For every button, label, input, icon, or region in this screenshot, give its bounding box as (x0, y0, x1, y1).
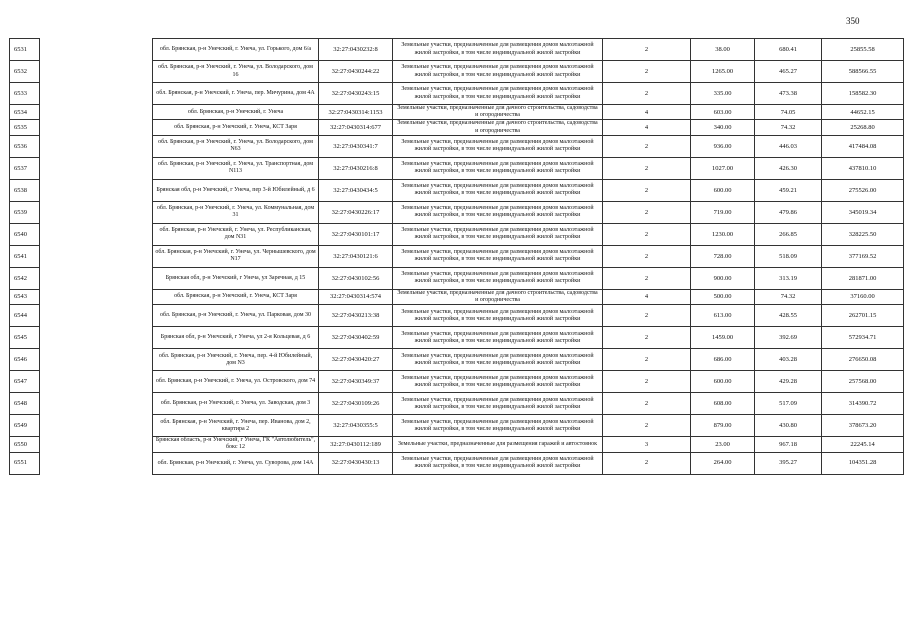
group-cell: 2 (603, 305, 691, 327)
table-row (10, 371, 904, 393)
group-cell: 2 (603, 61, 691, 83)
specific-value-cell: 403.28 (755, 349, 822, 371)
blank-cell (40, 120, 153, 135)
cadastral-value-cell: 158582.30 (822, 83, 904, 105)
row-number: 6535 (10, 120, 40, 135)
area-cell: 23.00 (691, 437, 755, 452)
specific-value-cell: 967.18 (755, 437, 822, 452)
table-row (10, 105, 904, 120)
cadastral-value-cell: 417484.08 (822, 135, 904, 157)
land-use-cell: Земельные участки, предназначенные для размещения домов малоэтажной жилой застройки, в том числе индивидуальной жилой застройки (393, 39, 603, 61)
group-cell: 4 (603, 105, 691, 120)
blank-cell (40, 371, 153, 393)
blank-cell (40, 39, 153, 61)
address-cell: Брянская обл, р-н Унечский, г Унеча, пер 3-й Юбилейный, д 6 (153, 179, 319, 201)
cadastral-number-cell: 32:27:0430102:56 (319, 267, 393, 289)
address-cell: обл. Брянская, р-н Унечский, г. Унеча, ул. Коммунальная, дом 31 (153, 201, 319, 223)
cadastral-number-cell: 32:27:0430355:5 (319, 415, 393, 437)
cadastral-value-cell: 262701.15 (822, 305, 904, 327)
area-cell: 719.00 (691, 201, 755, 223)
land-use-cell: Земельные участки, предназначенные для размещения домов малоэтажной жилой застройки, в том числе индивидуальной жилой застройки (393, 349, 603, 371)
area-cell: 600.00 (691, 179, 755, 201)
group-cell: 2 (603, 327, 691, 349)
group-cell: 2 (603, 179, 691, 201)
cadastral-number-cell: 32:27:0430420:27 (319, 349, 393, 371)
specific-value-cell: 395.27 (755, 452, 822, 474)
cadastral-value-cell: 378673.20 (822, 415, 904, 437)
row-number: 6536 (10, 135, 40, 157)
blank-cell (40, 61, 153, 83)
land-use-cell: Земельные участки, предназначенные для размещения домов малоэтажной жилой застройки, в том числе индивидуальной жилой застройки (393, 201, 603, 223)
blank-cell (40, 157, 153, 179)
row-number: 6538 (10, 179, 40, 201)
cadastral-value-cell: 275526.00 (822, 179, 904, 201)
table-row (10, 179, 904, 201)
table-row (10, 223, 904, 245)
land-use-cell: Земельные участки, предназначенные для размещения домов малоэтажной жилой застройки, в том числе индивидуальной жилой застройки (393, 61, 603, 83)
group-cell: 2 (603, 83, 691, 105)
blank-cell (40, 83, 153, 105)
blank-cell (40, 105, 153, 120)
address-cell: обл. Брянская, р-н Унечский, г. Унеча, ул. Республиканская, дом N31 (153, 223, 319, 245)
specific-value-cell: 74.32 (755, 289, 822, 304)
table-row (10, 393, 904, 415)
cadastral-number-cell: 32:27:0430314:677 (319, 120, 393, 135)
area-cell: 603.00 (691, 105, 755, 120)
address-cell: обл. Брянская, р-н Унечский, г. Унеча, пер. Мичурина, дом 4А (153, 83, 319, 105)
land-use-cell: Земельные участки, предназначенные для размещения домов малоэтажной жилой застройки, в том числе индивидуальной жилой застройки (393, 179, 603, 201)
group-cell: 2 (603, 157, 691, 179)
area-cell: 1265.00 (691, 61, 755, 83)
area-cell: 900.00 (691, 267, 755, 289)
specific-value-cell: 428.55 (755, 305, 822, 327)
specific-value-cell: 446.03 (755, 135, 822, 157)
specific-value-cell: 430.80 (755, 415, 822, 437)
cadastral-value-cell: 377169.52 (822, 245, 904, 267)
row-number: 6532 (10, 61, 40, 83)
cadastral-value-cell: 104351.28 (822, 452, 904, 474)
row-number: 6540 (10, 223, 40, 245)
cadastral-value-cell: 257568.00 (822, 371, 904, 393)
address-cell: обл. Брянская, р-н Унечский, г. Унеча, ул. Чернышевского, дом N17 (153, 245, 319, 267)
row-number: 6534 (10, 105, 40, 120)
group-cell: 3 (603, 437, 691, 452)
address-cell: обл. Брянская, р-н Унечский, г. Унеча, ул. Володарского, дом 16 (153, 61, 319, 83)
cadastral-number-cell: 32:27:0430109:26 (319, 393, 393, 415)
cadastral-value-cell: 44652.15 (822, 105, 904, 120)
land-use-cell: Земельные участки, предназначенные для дачного строительства, садоводства и огородничества (393, 105, 603, 120)
address-cell: обл. Брянская, р-н Унечский, г. Унеча (153, 105, 319, 120)
blank-cell (40, 393, 153, 415)
address-cell: обл. Брянская, р-н Унечский, г. Унеча, ул. Транспортная, дом N113 (153, 157, 319, 179)
land-use-cell: Земельные участки, предназначенные для дачного строительства, садоводства и огородничества (393, 289, 603, 304)
specific-value-cell: 429.28 (755, 371, 822, 393)
group-cell: 2 (603, 135, 691, 157)
cadastral-value-cell: 37160.00 (822, 289, 904, 304)
row-number: 6548 (10, 393, 40, 415)
row-number: 6541 (10, 245, 40, 267)
group-cell: 2 (603, 267, 691, 289)
group-cell: 2 (603, 223, 691, 245)
group-cell: 2 (603, 201, 691, 223)
table-row (10, 415, 904, 437)
land-use-cell: Земельные участки, предназначенные для дачного строительства, садоводства и огородничества (393, 120, 603, 135)
group-cell: 2 (603, 245, 691, 267)
land-use-cell: Земельные участки, предназначенные для размещения домов малоэтажной жилой застройки, в том числе индивидуальной жилой застройки (393, 371, 603, 393)
area-cell: 1230.00 (691, 223, 755, 245)
row-number: 6533 (10, 83, 40, 105)
specific-value-cell: 518.09 (755, 245, 822, 267)
table-row (10, 267, 904, 289)
land-use-cell: Земельные участки, предназначенные для размещения домов малоэтажной жилой застройки, в том числе индивидуальной жилой застройки (393, 135, 603, 157)
blank-cell (40, 201, 153, 223)
table-row (10, 39, 904, 61)
blank-cell (40, 415, 153, 437)
blank-cell (40, 135, 153, 157)
address-cell: обл. Брянская, р-н Унечский, г. Унеча, КСТ Заря (153, 289, 319, 304)
cadastral-value-cell: 25855.58 (822, 39, 904, 61)
table-row (10, 305, 904, 327)
address-cell: Брянская обл, р-н Унечский, г Унеча, ул Заречная, д 15 (153, 267, 319, 289)
row-number: 6544 (10, 305, 40, 327)
address-cell: обл. Брянская, р-н Унечский, г. Унеча, ул. Парковая, дом 30 (153, 305, 319, 327)
land-use-cell: Земельные участки, предназначенные для размещения домов малоэтажной жилой застройки, в том числе индивидуальной жилой застройки (393, 223, 603, 245)
cadastral-value-cell: 572934.71 (822, 327, 904, 349)
row-number: 6542 (10, 267, 40, 289)
blank-cell (40, 437, 153, 452)
area-cell: 936.00 (691, 135, 755, 157)
cadastral-number-cell: 32:27:0430216:8 (319, 157, 393, 179)
area-cell: 340.00 (691, 120, 755, 135)
blank-cell (40, 289, 153, 304)
cadastral-number-cell: 32:27:0430314:574 (319, 289, 393, 304)
specific-value-cell: 266.85 (755, 223, 822, 245)
area-cell: 1027.00 (691, 157, 755, 179)
group-cell: 4 (603, 289, 691, 304)
address-cell: Брянская область, р-н Унечский, г Унеча, ГК "Автолюбитель", бокс 12 (153, 437, 319, 452)
cadastral-value-cell: 22245.14 (822, 437, 904, 452)
blank-cell (40, 452, 153, 474)
area-cell: 38.00 (691, 39, 755, 61)
specific-value-cell: 465.27 (755, 61, 822, 83)
table-row (10, 120, 904, 135)
cadastral-number-cell: 32:27:0430112:189 (319, 437, 393, 452)
area-cell: 1459.00 (691, 327, 755, 349)
cadastral-number-cell: 32:27:0430226:17 (319, 201, 393, 223)
group-cell: 2 (603, 452, 691, 474)
cadastral-value-cell: 328225.50 (822, 223, 904, 245)
cadastral-number-cell: 32:27:0430244:22 (319, 61, 393, 83)
table-row (10, 157, 904, 179)
row-number: 6546 (10, 349, 40, 371)
row-number: 6537 (10, 157, 40, 179)
row-number: 6531 (10, 39, 40, 61)
specific-value-cell: 426.30 (755, 157, 822, 179)
cadastral-value-cell: 25268.80 (822, 120, 904, 135)
land-use-cell: Земельные участки, предназначенные для размещения домов малоэтажной жилой застройки, в том числе индивидуальной жилой застройки (393, 452, 603, 474)
table-row (10, 452, 904, 474)
blank-cell (40, 349, 153, 371)
row-number: 6539 (10, 201, 40, 223)
table-row (10, 135, 904, 157)
cadastral-number-cell: 32:27:0430434:5 (319, 179, 393, 201)
cadastral-value-cell: 437810.10 (822, 157, 904, 179)
cadastral-number-cell: 32:27:0430243:15 (319, 83, 393, 105)
table-row (10, 245, 904, 267)
area-cell: 264.00 (691, 452, 755, 474)
group-cell: 2 (603, 39, 691, 61)
land-use-cell: Земельные участки, предназначенные для размещения домов малоэтажной жилой застройки, в том числе индивидуальной жилой застройки (393, 157, 603, 179)
blank-cell (40, 267, 153, 289)
specific-value-cell: 74.32 (755, 120, 822, 135)
area-cell: 600.00 (691, 371, 755, 393)
blank-cell (40, 245, 153, 267)
land-use-cell: Земельные участки, предназначенные для размещения домов малоэтажной жилой застройки, в том числе индивидуальной жилой застройки (393, 305, 603, 327)
address-cell: обл. Брянская, р-н Унечский, г. Унеча, ул. Горького, дом 6/а (153, 39, 319, 61)
cadastral-number-cell: 32:27:0430430:13 (319, 452, 393, 474)
group-cell: 2 (603, 371, 691, 393)
land-use-cell: Земельные участки, предназначенные для размещения домов малоэтажной жилой застройки, в том числе индивидуальной жилой застройки (393, 393, 603, 415)
cadastral-value-cell: 314390.72 (822, 393, 904, 415)
cadastral-number-cell: 32:27:0430349:37 (319, 371, 393, 393)
address-cell: обл. Брянская, р-н Унечский, г. Унеча, ул. Суворова, дом 14А (153, 452, 319, 474)
address-cell: обл. Брянская, р-н Унечский, г. Унеча, ул. Заводская, дом 3 (153, 393, 319, 415)
cadastral-number-cell: 32:27:0430314:1153 (319, 105, 393, 120)
address-cell: обл. Брянская, р-н Унечский, г. Унеча, пер. 4-й Юбилейный, дом N3 (153, 349, 319, 371)
group-cell: 2 (603, 349, 691, 371)
blank-cell (40, 179, 153, 201)
specific-value-cell: 459.21 (755, 179, 822, 201)
row-number: 6547 (10, 371, 40, 393)
cadastral-number-cell: 32:27:0430101:17 (319, 223, 393, 245)
specific-value-cell: 680.41 (755, 39, 822, 61)
row-number: 6545 (10, 327, 40, 349)
cadastral-number-cell: 32:27:0430213:38 (319, 305, 393, 327)
cadastral-number-cell: 32:27:0430121:6 (319, 245, 393, 267)
table-row (10, 83, 904, 105)
row-number: 6549 (10, 415, 40, 437)
row-number: 6543 (10, 289, 40, 304)
land-use-cell: Земельные участки, предназначенные для размещения домов малоэтажной жилой застройки, в том числе индивидуальной жилой застройки (393, 245, 603, 267)
cadastral-number-cell: 32:27:0430402:59 (319, 327, 393, 349)
blank-cell (40, 223, 153, 245)
table-row (10, 327, 904, 349)
row-number: 6551 (10, 452, 40, 474)
address-cell: обл. Брянская, р-н Унечский, г. Унеча, пер. Иванова, дом 2, квартира 2 (153, 415, 319, 437)
cadastral-value-table (9, 38, 904, 475)
address-cell: обл. Брянская, р-н Унечский, г. Унеча, КСТ Заря (153, 120, 319, 135)
cadastral-value-cell: 345019.34 (822, 201, 904, 223)
specific-value-cell: 313.19 (755, 267, 822, 289)
area-cell: 335.00 (691, 83, 755, 105)
area-cell: 613.00 (691, 305, 755, 327)
cadastral-value-cell: 276650.08 (822, 349, 904, 371)
area-cell: 608.00 (691, 393, 755, 415)
land-use-cell: Земельные участки, предназначенные для размещения домов малоэтажной жилой застройки, в том числе индивидуальной жилой застройки (393, 267, 603, 289)
cadastral-number-cell: 32:27:0430232:8 (319, 39, 393, 61)
specific-value-cell: 392.69 (755, 327, 822, 349)
specific-value-cell: 517.09 (755, 393, 822, 415)
blank-cell (40, 305, 153, 327)
table-row (10, 349, 904, 371)
blank-cell (40, 327, 153, 349)
specific-value-cell: 74.05 (755, 105, 822, 120)
cadastral-value-cell: 588566.55 (822, 61, 904, 83)
specific-value-cell: 479.86 (755, 201, 822, 223)
land-use-cell: Земельные участки, предназначенные для размещения домов малоэтажной жилой застройки, в том числе индивидуальной жилой застройки (393, 327, 603, 349)
land-use-cell: Земельные участки, предназначенные для размещения гаражей и автостоянок (393, 437, 603, 452)
cadastral-number-cell: 32:27:0430341:7 (319, 135, 393, 157)
group-cell: 2 (603, 415, 691, 437)
area-cell: 728.00 (691, 245, 755, 267)
address-cell: обл. Брянская, р-н Унечский, г. Унеча, ул. Островского, дом 74 (153, 371, 319, 393)
address-cell: обл. Брянская, р-н Унечский, г. Унеча, ул. Володарского, дом N63 (153, 135, 319, 157)
land-use-cell: Земельные участки, предназначенные для размещения домов малоэтажной жилой застройки, в том числе индивидуальной жилой застройки (393, 415, 603, 437)
group-cell: 2 (603, 393, 691, 415)
row-number: 6550 (10, 437, 40, 452)
area-cell: 500.00 (691, 289, 755, 304)
cadastral-value-cell: 281871.00 (822, 267, 904, 289)
address-cell: Брянская обл, р-н Унечский, г Унеча, ул 2-я Кольцевая, д 6 (153, 327, 319, 349)
table-row (10, 201, 904, 223)
page-number: 350 (846, 16, 860, 26)
area-cell: 686.00 (691, 349, 755, 371)
specific-value-cell: 473.38 (755, 83, 822, 105)
land-use-cell: Земельные участки, предназначенные для размещения домов малоэтажной жилой застройки, в том числе индивидуальной жилой застройки (393, 83, 603, 105)
area-cell: 879.00 (691, 415, 755, 437)
table-row (10, 289, 904, 304)
table-row (10, 437, 904, 452)
table-row (10, 61, 904, 83)
group-cell: 4 (603, 120, 691, 135)
